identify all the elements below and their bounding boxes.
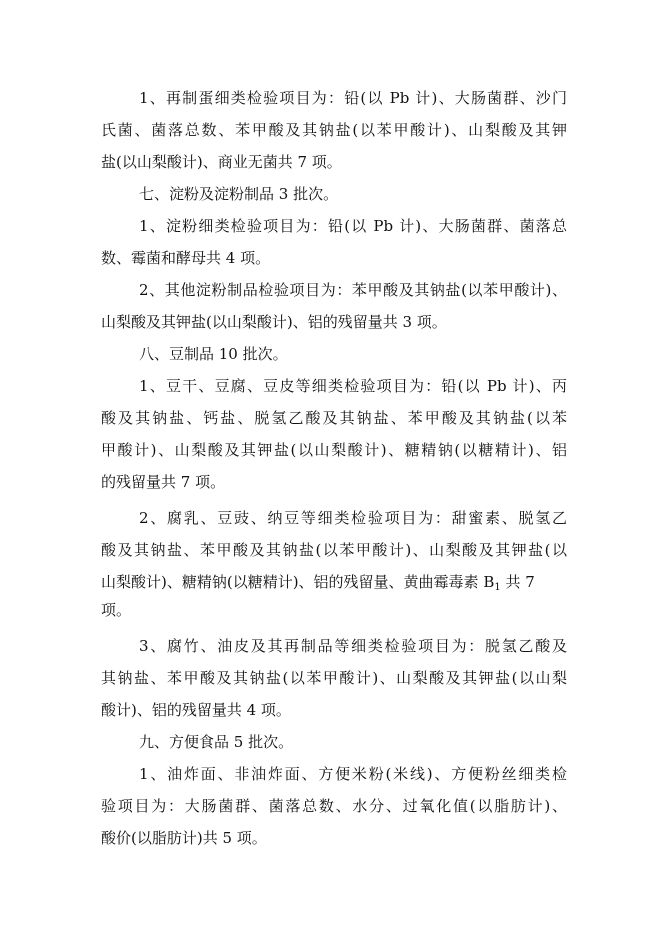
text-line: 氏菌、菌落总数、苯甲酸及其钠盐(以苯甲酸计)、山梨酸及其钾	[101, 121, 567, 139]
text-line: 2、腐乳、豆豉、纳豆等细类检验项目为：甜蜜素、脱氢乙	[139, 509, 567, 527]
section-heading: 七、淀粉及淀粉制品 3 批次。	[139, 185, 339, 203]
text-line: 酸及其钠盐、钙盐、脱氢乙酸及其钠盐、苯甲酸及其钠盐(以苯	[101, 409, 567, 427]
subscript: 1	[494, 582, 501, 593]
text-line: 其钠盐、苯甲酸及其钠盐(以苯甲酸计)、山梨酸及其钾盐(以山梨	[101, 669, 567, 687]
text-line: 3、腐竹、油皮及其再制品等细类检验项目为：脱氢乙酸及	[139, 637, 567, 655]
text-line: 山梨酸及其钾盐(以山梨酸计)、铝的残留量共 3 项。	[101, 313, 447, 331]
text-line: 盐(以山梨酸计)、商业无菌共 7 项。	[101, 153, 342, 171]
text-line: 的残留量共 7 项。	[101, 473, 226, 491]
text-line: 酸及其钠盐、苯甲酸及其钠盐(以苯甲酸计)、山梨酸及其钾盐(以	[101, 541, 567, 559]
text-line: 酸价(以脂肪计)共 5 项。	[101, 829, 267, 847]
text-line: 1、淀粉细类检验项目为：铅(以 Pb 计)、大肠菌群、菌落总	[139, 217, 567, 235]
text-line: 项。	[101, 601, 132, 619]
text-line: 1、油炸面、非油炸面、方便米粉(米线)、方便粉丝细类检	[139, 765, 567, 783]
text-line	[101, 572, 567, 592]
text-line: 1、再制蛋细类检验项目为：铅(以 Pb 计)、大肠菌群、沙门	[139, 89, 567, 107]
text-segment: 山梨酸计)、糖精钠(以糖精计)、铝的残留量、黄曲霉毒素 B	[101, 573, 495, 591]
text-line: 2、其他淀粉制品检验项目为：苯甲酸及其钠盐(以苯甲酸计)、	[139, 281, 567, 299]
text-line: 验项目为：大肠菌群、菌落总数、水分、过氧化值(以脂肪计)、	[101, 797, 567, 815]
text-line: 数、霉菌和酵母共 4 项。	[101, 249, 271, 267]
section-heading: 八、豆制品 10 批次。	[139, 345, 288, 363]
text-segment: 共 7	[500, 573, 535, 591]
section-heading: 九、方便食品 5 批次。	[139, 733, 294, 751]
text-line: 甲酸计)、山梨酸及其钾盐(以山梨酸计)、糖精钠(以糖精计)、铝	[101, 441, 567, 459]
text-line: 1、豆干、豆腐、豆皮等细类检验项目为：铅(以 Pb 计)、丙	[139, 377, 567, 395]
text-line: 酸计)、铝的残留量共 4 项。	[101, 701, 291, 719]
